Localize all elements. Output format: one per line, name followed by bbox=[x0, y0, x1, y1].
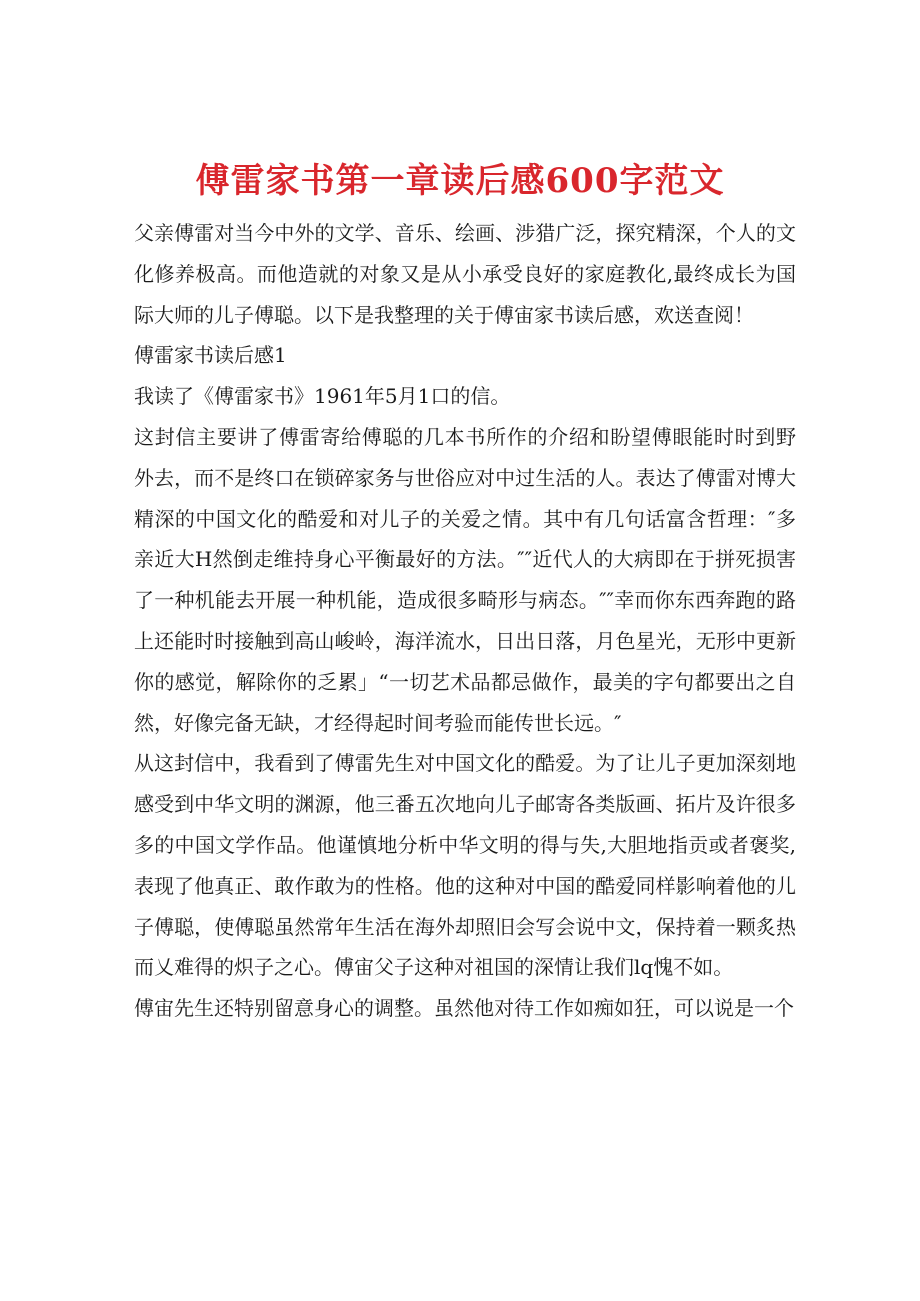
text-line: 我读了《傅雷家书》1961年5月1口的信。 bbox=[134, 384, 511, 409]
text-line: 然，好像完备无缺，才经得起时间考验而能传世长远。″ bbox=[134, 710, 622, 735]
text-line: 子傅聪，使傅聪虽然常年生活在海外却照旧会写会说中文，保持着一颗炙热 bbox=[134, 914, 796, 939]
text-line: 亲近大H然倒走维持身心平衡最好的方法。″″近代人的大病即在于拼死损害 bbox=[134, 547, 796, 572]
text-line: 这封信主要讲了傅雷寄给傅聪的几本书所作的介绍和盼望傅眼能时时到野 bbox=[134, 424, 796, 449]
paragraph bbox=[134, 376, 796, 417]
text-line: 你的感觉，解除你的乏累」“一切艺术品都忌做作，最美的字句都要出之自 bbox=[134, 669, 796, 694]
paragraph bbox=[134, 213, 796, 335]
text-line: 傅雷家书读后感1 bbox=[134, 343, 287, 368]
text-line: 上还能时时接触到高山峻岭，海洋流水，日出日落，月色星光，无形中更新 bbox=[134, 628, 796, 653]
document-body bbox=[134, 213, 796, 1029]
text-line: 多的中国文学作品。他谨慎地分析中华文明的得与失,大胆地指贡或者褒奖, bbox=[134, 832, 796, 857]
paragraph bbox=[134, 417, 796, 743]
document-title: 傅雷家书第一章读后感600字范文 bbox=[195, 160, 725, 201]
paragraph bbox=[134, 988, 796, 1029]
text-line: 从这封信中，我看到了傅雷先生对中国文化的酷爱。为了让儿子更加深刻地 bbox=[134, 751, 796, 776]
paragraph bbox=[134, 743, 796, 988]
text-line: 精深的中国文化的酷爱和对儿子的关爱之情。其中有几句话富含哲理：″多 bbox=[134, 506, 796, 531]
text-line: 父亲傅雷对当今中外的文学、音乐、绘画、涉猎广泛，探究精深，个人的文 bbox=[134, 221, 796, 245]
paragraph bbox=[134, 335, 796, 376]
text-line: 傅宙先生还特别留意身心的调整。虽然他对待工作如痴如狂，可以说是一个 bbox=[134, 996, 794, 1021]
text-line: 化修养极高。而他造就的对象又是从小承受良好的家庭教化,最终成长为国 bbox=[134, 261, 796, 286]
text-line: 际大师的儿子傅聪。以下是我整理的关于傅宙家书读后感，欢送查阅！ bbox=[134, 302, 754, 327]
text-line: 表现了他真正、敢作敢为的性格。他的这种对中国的酷爱同样影响着他的儿 bbox=[134, 873, 796, 898]
text-line: 感受到中华文明的渊源，他三番五次地向儿子邮寄各类版画、拓片及许很多 bbox=[134, 792, 796, 817]
text-line: 了一种机能去开展一种机能，造成很多畸形与病态。″″幸而你东西奔跑的路 bbox=[134, 588, 796, 613]
text-line: 外去，而不是终口在锁碎家务与世俗应对中过生活的人。表达了傅雷对博大 bbox=[134, 465, 796, 490]
text-line: 而乂难得的炽子之心。傅宙父子这种对祖国的深情让我们lq愧不如。 bbox=[134, 955, 734, 980]
